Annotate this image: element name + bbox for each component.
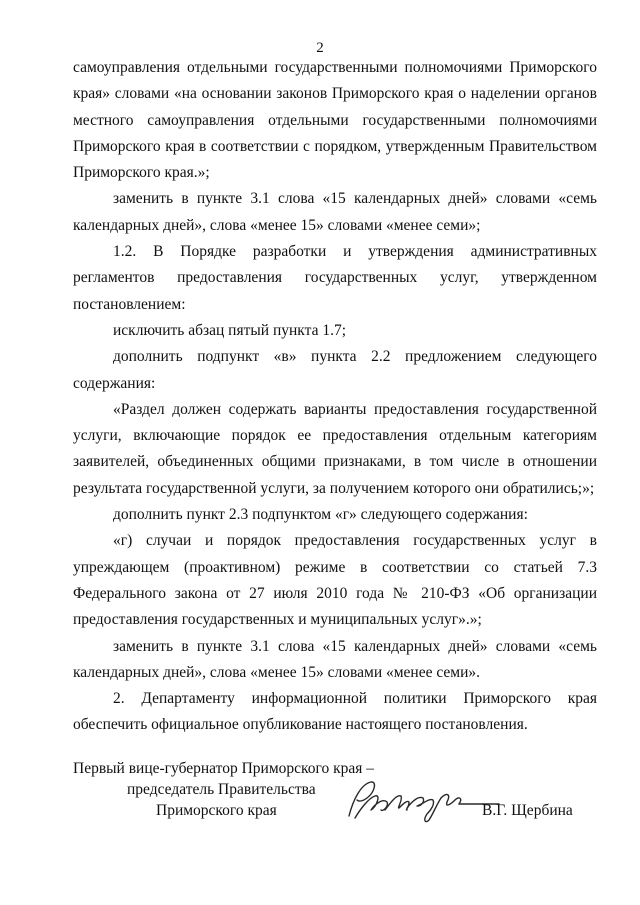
- signatory-title-line-1: Первый вице-губернатор Приморского края –: [73, 760, 375, 777]
- paragraph: 1.2. В Порядке разработки и утверждения административных регламентов предоставления государственных услуг, утвержденном постановлением:: [73, 243, 597, 313]
- paragraph: 2. Департаменту информационной политики Приморского края обеспечить официальное опубликование настоящего постановления.: [73, 690, 597, 734]
- paragraph: самоуправления отдельными государственными полномочиями Приморского края» словами «на основании законов Приморского края о наделении органов местного самоуправления отдельными государственными полномочиями Приморского края в соответствии с порядком, утвержденным Правительством Приморского края.»;: [73, 59, 597, 182]
- paragraph: исключить абзац пятый пункта 1.7;: [113, 321, 347, 339]
- handwritten-signature: [341, 774, 501, 828]
- paragraph: заменить в пункте 3.1 слова «15 календарных дней» словами «семь календарных дней», слова «менее 15» словами «менее семи»;: [73, 190, 597, 234]
- paragraph: дополнить подпункт «в» пункта 2.2 предложением следующего содержания:: [73, 348, 597, 392]
- signatory-name: В.Г. Щербина: [482, 802, 573, 819]
- document-body: [73, 55, 597, 739]
- paragraph: дополнить пункт 2.3 подпунктом «г» следующего содержания:: [113, 506, 528, 524]
- paragraph: заменить в пункте 3.1 слова «15 календарных дней» словами «семь календарных дней», слова «менее 15» словами «менее семи».: [73, 637, 597, 681]
- page-number: 2: [316, 40, 324, 56]
- signatory-title-line-3: Приморского края: [156, 802, 277, 819]
- signatory-title-line-2: председатель Правительства: [127, 781, 316, 798]
- paragraph: «г) случаи и порядок предоставления государственных услуг в упреждающем (проактивном) режиме в соответствии со статьей 7.3 Федерального закона от 27 июля 2010 года № 210-ФЗ «Об организации предоставления государственных и муниципальных услуг».»;: [73, 532, 597, 629]
- signature-block: [73, 758, 597, 828]
- paragraph: «Раздел должен содержать варианты предоставления государственной услуги, включающие порядок ее предоставления отдельным категориям заявителей, объединенных общими признаками, в том числе в отношении результата государственной услуги, за получением которого они обратились;»;: [73, 400, 597, 497]
